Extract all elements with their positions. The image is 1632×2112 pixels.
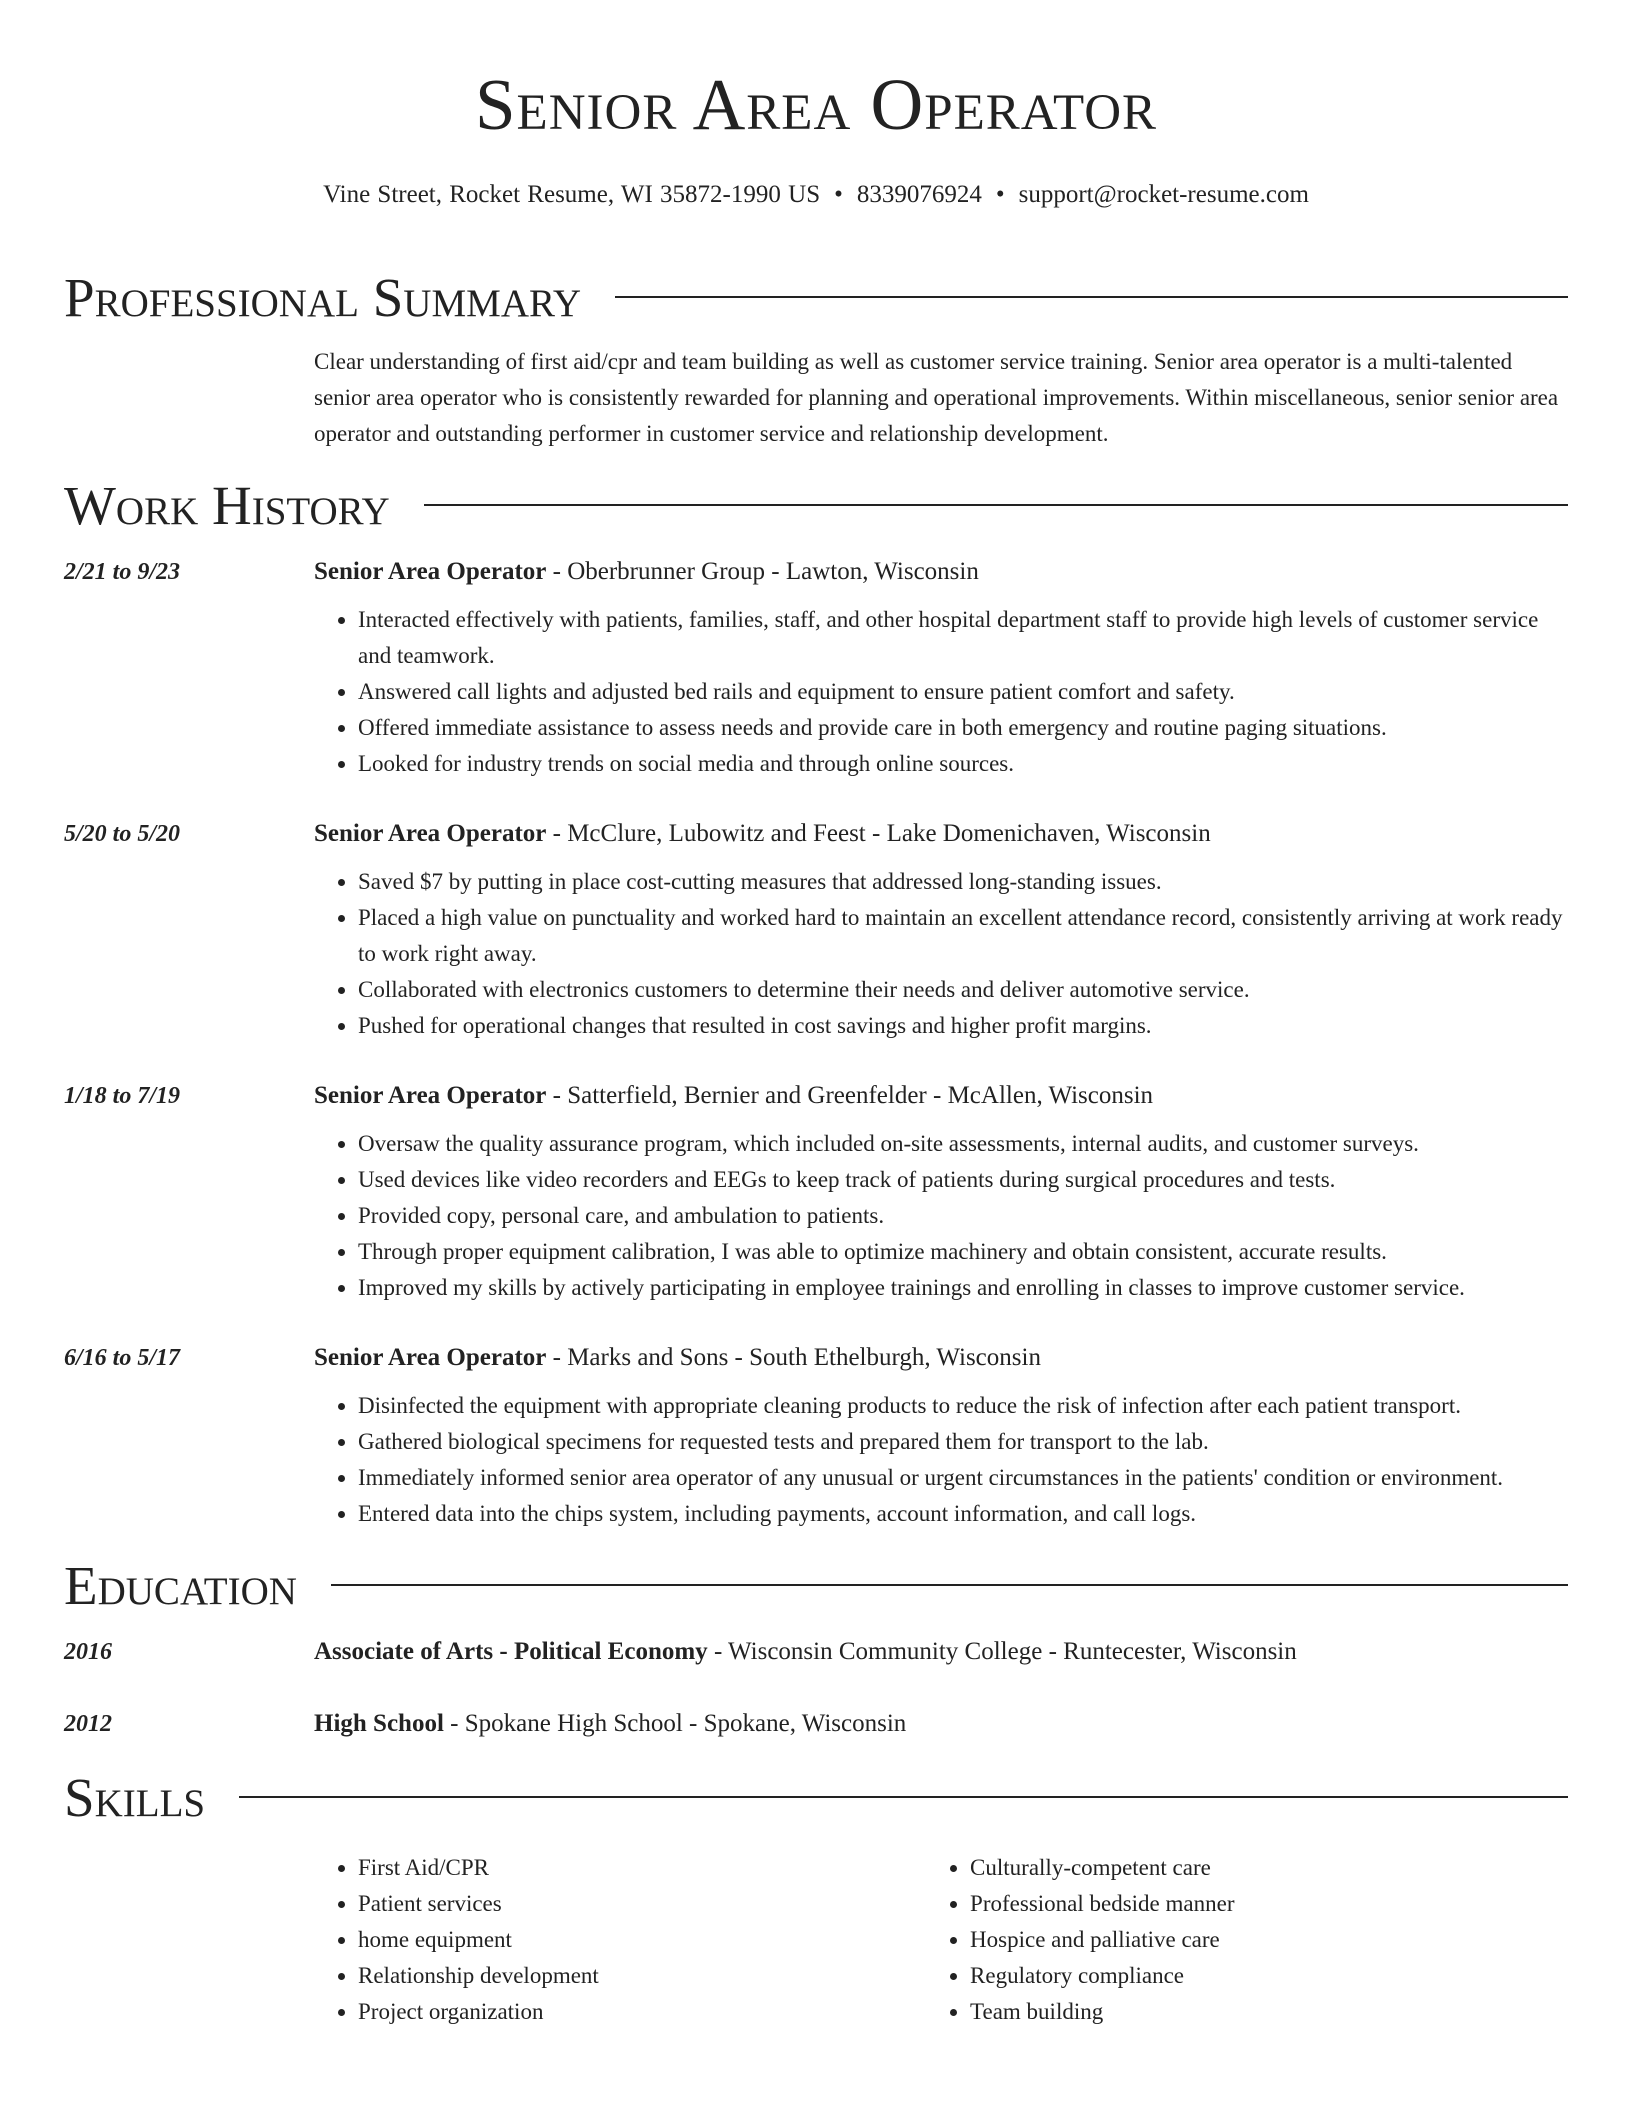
job-bullets-row bbox=[314, 1388, 1568, 1532]
skill-item: • Relationship development bbox=[358, 1958, 926, 1994]
job-bullet: • Answered call lights and adjusted bed rails and equipment to ensure patient comfort and safety. bbox=[358, 674, 1568, 710]
job-bullet-list bbox=[314, 864, 1568, 1044]
skills-heading: Skills bbox=[64, 1767, 206, 1828]
job-bullet: • Interacted effectively with patients, families, staff, and other hospital department staff to provide high levels of customer service and teamwork. bbox=[358, 602, 1568, 674]
skills-columns bbox=[314, 1850, 1568, 2030]
job-bullet: • Entered data into the chips system, including payments, account information, and call logs. bbox=[358, 1496, 1568, 1532]
skills-section-header bbox=[64, 1766, 1568, 1830]
job-bullet: • Oversaw the quality assurance program, which included on-site assessments, internal audits, and customer surveys. bbox=[358, 1126, 1568, 1162]
job-bullets-row bbox=[314, 864, 1568, 1044]
job-bullet-list bbox=[314, 1126, 1568, 1306]
job-header-row bbox=[64, 554, 1568, 590]
job-header-row bbox=[64, 1078, 1568, 1114]
work-section-header bbox=[64, 474, 1568, 538]
job-entry bbox=[64, 816, 1568, 1044]
skills-list-left bbox=[314, 1850, 926, 2030]
job-entry bbox=[64, 554, 1568, 782]
summary-text: Clear understanding of first aid/cpr and team building as well as customer service training. Senior area operator is a multi-talented senior area operator who is consistently rewarded for planning and operational improvements. Within miscellaneous, senior senior area operator and outstanding performer in customer service and relationship development. bbox=[314, 349, 1559, 446]
summary-section-header bbox=[64, 266, 1568, 330]
job-dates: 2/21 to 9/23 bbox=[64, 559, 181, 585]
job-bullet: • Improved my skills by actively participating in employee trainings and enrolling in classes to improve customer service. bbox=[358, 1270, 1568, 1306]
job-bullet-list bbox=[314, 1388, 1568, 1532]
education-heading bbox=[314, 1706, 1568, 1742]
skill-item: • First Aid/CPR bbox=[358, 1850, 926, 1886]
skill-item: • Patient services bbox=[358, 1886, 926, 1922]
section-divider bbox=[239, 1796, 1568, 1798]
skill-item: • home equipment bbox=[358, 1922, 926, 1958]
section-divider bbox=[424, 504, 1568, 506]
contact-phone: 8339076924 bbox=[856, 181, 982, 208]
section-divider bbox=[331, 1584, 1568, 1586]
education-school-location: - Spokane High School - Spokane, Wisconsin bbox=[443, 1710, 907, 1737]
job-bullet: • Looked for industry trends on social media and through online sources. bbox=[358, 746, 1568, 782]
job-header-row bbox=[64, 816, 1568, 852]
job-bullet: • Saved $7 by putting in place cost-cutting measures that addressed long-standing issues. bbox=[358, 864, 1568, 900]
job-employer-location: - Satterfield, Bernier and Greenfelder - McAllen, Wisconsin bbox=[546, 1082, 1154, 1109]
summary-heading: Professional Summary bbox=[64, 267, 582, 328]
job-dates: 1/18 to 7/19 bbox=[64, 1083, 181, 1109]
job-bullet: • Pushed for operational changes that resulted in cost savings and higher profit margins. bbox=[358, 1008, 1568, 1044]
contact-separator: • bbox=[834, 181, 843, 208]
work-heading: Work History bbox=[64, 475, 390, 536]
skills-list-right bbox=[926, 1850, 1568, 2030]
job-bullet-list bbox=[314, 602, 1568, 782]
job-bullet: • Placed a high value on punctuality and worked hard to maintain an excellent attendance record, consistently arriving at work ready to work right away. bbox=[358, 900, 1568, 972]
job-entry bbox=[64, 1078, 1568, 1306]
job-entry bbox=[64, 1340, 1568, 1532]
job-bullet: • Used devices like video recorders and EEGs to keep track of patients during surgical procedures and tests. bbox=[358, 1162, 1568, 1198]
job-bullet: • Disinfected the equipment with appropriate cleaning products to reduce the risk of infection after each patient transport. bbox=[358, 1388, 1568, 1424]
education-year: 2016 bbox=[64, 1639, 112, 1665]
job-bullet: • Provided copy, personal care, and ambulation to patients. bbox=[358, 1198, 1568, 1234]
job-heading bbox=[314, 554, 1568, 590]
education-section-header bbox=[64, 1554, 1568, 1618]
skill-item: • Culturally-competent care bbox=[970, 1850, 1568, 1886]
job-bullet: • Through proper equipment calibration, I was able to optimize machinery and obtain consistent, accurate results. bbox=[358, 1234, 1568, 1270]
education-entry bbox=[64, 1706, 1568, 1742]
education-degree: Associate of Arts - Political Economy bbox=[314, 1638, 708, 1665]
skill-item: • Regulatory compliance bbox=[970, 1958, 1568, 1994]
job-employer-location: - Marks and Sons - South Ethelburgh, Wisconsin bbox=[546, 1344, 1041, 1371]
skill-item: • Professional bedside manner bbox=[970, 1886, 1568, 1922]
job-bullet: • Offered immediate assistance to assess needs and provide care in both emergency and routine paging situations. bbox=[358, 710, 1568, 746]
skill-item: • Team building bbox=[970, 1994, 1568, 2030]
education-year: 2012 bbox=[64, 1711, 112, 1737]
contact-address: Vine Street, Rocket Resume, WI 35872-1990 US bbox=[323, 181, 821, 208]
resume-name: Senior Area Operator bbox=[474, 64, 1158, 145]
job-bullet: • Immediately informed senior area operator of any unusual or urgent circumstances in the patients' condition or environment. bbox=[358, 1460, 1568, 1496]
work-history-list bbox=[64, 554, 1568, 1532]
education-degree: High School bbox=[314, 1710, 444, 1737]
education-school-location: - Wisconsin Community College - Runtecester, Wisconsin bbox=[707, 1638, 1297, 1665]
education-entry bbox=[64, 1634, 1568, 1670]
education-heading: Education bbox=[64, 1555, 297, 1616]
skill-item: • Hospice and palliative care bbox=[970, 1922, 1568, 1958]
job-title: Senior Area Operator bbox=[314, 558, 547, 585]
job-title: Senior Area Operator bbox=[314, 1344, 547, 1371]
job-employer-location: - McClure, Lubowitz and Feest - Lake Domenichaven, Wisconsin bbox=[546, 820, 1211, 847]
job-bullets-row bbox=[314, 602, 1568, 782]
job-header-row bbox=[64, 1340, 1568, 1376]
education-list bbox=[64, 1634, 1568, 1742]
contact-separator: • bbox=[995, 181, 1005, 208]
job-employer-location: - Oberbrunner Group - Lawton, Wisconsin bbox=[546, 558, 979, 585]
contact-line bbox=[64, 178, 1568, 212]
job-bullets-row bbox=[314, 1126, 1568, 1306]
section-divider bbox=[615, 296, 1568, 298]
education-heading bbox=[314, 1634, 1568, 1670]
job-heading bbox=[314, 1078, 1568, 1114]
skill-item: • Project organization bbox=[358, 1994, 926, 2030]
job-dates: 5/20 to 5/20 bbox=[64, 821, 181, 847]
job-bullet: • Gathered biological specimens for requested tests and prepared them for transport to the lab. bbox=[358, 1424, 1568, 1460]
job-heading bbox=[314, 816, 1568, 852]
job-bullet: • Collaborated with electronics customers to determine their needs and deliver automotive service. bbox=[358, 972, 1568, 1008]
contact-email: support@rocket-resume.com bbox=[1018, 181, 1309, 208]
job-dates: 6/16 to 5/17 bbox=[64, 1345, 181, 1371]
job-heading bbox=[314, 1340, 1568, 1376]
job-title: Senior Area Operator bbox=[314, 1082, 547, 1109]
job-title: Senior Area Operator bbox=[314, 820, 547, 847]
